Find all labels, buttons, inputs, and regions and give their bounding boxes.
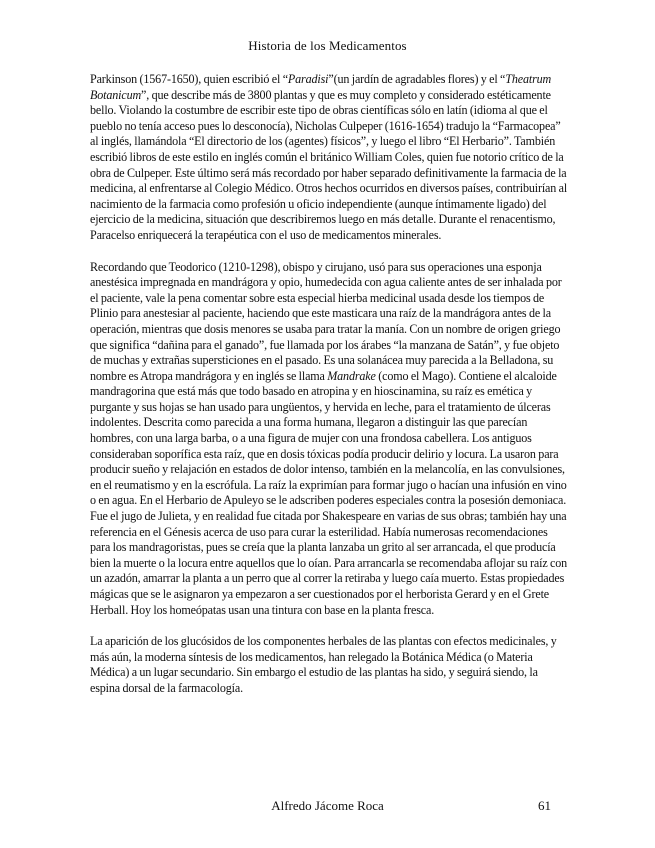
paragraph-2-text: (como el Mago). Contiene el alcaloide mandragorina que está más que todo basado en atropina y en hioscinamina, su raíz es emética y purgante y sus hojas se han usado para ungüentos, y hervida en leche, para el tratamiento de úlceras indolentes. Descrita como parecida a una forma humana, llegaron a distinguir las que parecían hombres, con una larga barba, o a una figura de mujer con una frondosa cabellera. Los antiguos consideraban soporífica esta raíz, que en dosis tóxicas podía producir delirio y locura. La usaron para producir sueño y relajación en estados de dolor intenso, también en la melancolía, en las convulsiones, en el reumatismo y en la escrófula. La raíz la exprimían para formar jugo o hacían una infusión en vino o en agua. En el Herbario de Apuleyo se le adscriben poderes especiales contra la posesión demoniaca. Fue el jugo de Julieta, y en realidad fue citada por Shakespeare en varias de sus obras; también hay una referencia en el Génesis acerca de uso para curar la esterilidad. Había numerosas recomendaciones para los mandragoristas, pues se creía que la planta lanzaba un grito al ser arrancada, el que producía bien la muerte o la locura entre aquellos que lo oían. Para arrancarla se recomendaba aflojar su raíz con un azadón, amarrar la planta a un perro que al correr la retiraba y luego caía muerto. Estas propiedades mágicas que se le asignaron ya empezaron a ser cuestionados por el herborista Gerard y en el Grete Herball. Hoy los homeópatas usan una tintura con base en la planta fresca.: [90, 368, 568, 617]
paragraph-2-text: Recordando que Teodorico (1210-1298), obispo y cirujano, usó para sus operaciones una esponja anestésica impregnada en mandrágora y opio, humedecida con agua caliente antes de ser inhalada por el paciente, vale la pena comentar sobre esta especial hierba medicinal usada desde los tiempos de Plinio para anestesiar al paciente, haciendo que este masticara una raíz de la mandrágora antes de la operación, mientras que dosis menores se usaba para tratar la manía. Con un nombre de origen griego que significa “dañina para el ganado”, fue llamada por los árabes “la manzana de Satán”, y fue objeto de muchas y extrañas supersticiones en el pasado. Es una solanácea muy parecida a la Belladona, su nombre es Atropa mandrágora y en inglés se llama: [90, 259, 562, 383]
footer-author: Alfredo Jácome Roca: [271, 798, 384, 813]
paragraph-1: [90, 72, 570, 244]
paragraph-1-title-paradisi: Paradisi: [287, 72, 329, 86]
paragraph-1-text: ”, que describe más de 3800 plantas y que es muy completo y considerado estéticamente bello. Violando la costumbre de escribir este tipo de obras científicas sólo en latín (idioma al que el pueblo no tenía acceso pues lo desconocía), Nicholas Culpeper (1616-1654) tradujo la “Farmacopea” al inglés, llamándola “El directorio de los (agentes) físicos”, y luego el libro “El Herbario”. También escribió libros de este estilo en inglés común el británico William Coles, quien fue notorio crítico de la obra de Culpeper. Este último será más recordado por haber separado definitivamente la farmacia de la medicina, al enfrentarse al Colegio Médico. Otros hechos ocurridos en diversos países, contribuirían al nacimiento de la farmacia como profesión u oficio independiente (aunque íntimamente ligado) del ejercicio de la medicina, situación que describiremos luego en más detalle. Durante el renacentismo, Paracelso enriquecerá la terapéutica con el uso de medicamentos minerales.: [90, 87, 568, 242]
paragraph-1-title-theatrum: Theatrum Botanicum: [90, 72, 552, 102]
body-text: [90, 72, 570, 713]
paragraph-3-text: La aparición de los glucósidos de los componentes herbales de las plantas con efectos medicinales, y más aún, la moderna síntesis de los medicamentos, han relegado la Botánica Médica (o Materia Médica) a un lugar secundario. Sin embargo el estudio de las plantas ha sido, y seguirá siendo, la espina dorsal de la farmacología.: [90, 634, 557, 695]
paragraph-1-text: ”(un jardín de agradables flores) y el “: [328, 72, 506, 86]
running-header: Historia de los Medicamentos: [248, 38, 407, 53]
page-number: 61: [538, 798, 551, 813]
paragraph-2-term-mandrake: Mandrake: [327, 368, 376, 383]
paragraph-3: [90, 634, 570, 696]
paragraph-2: [90, 260, 570, 619]
paragraph-1-text: Parkinson (1567-1650), quien escribió el “: [90, 72, 288, 86]
